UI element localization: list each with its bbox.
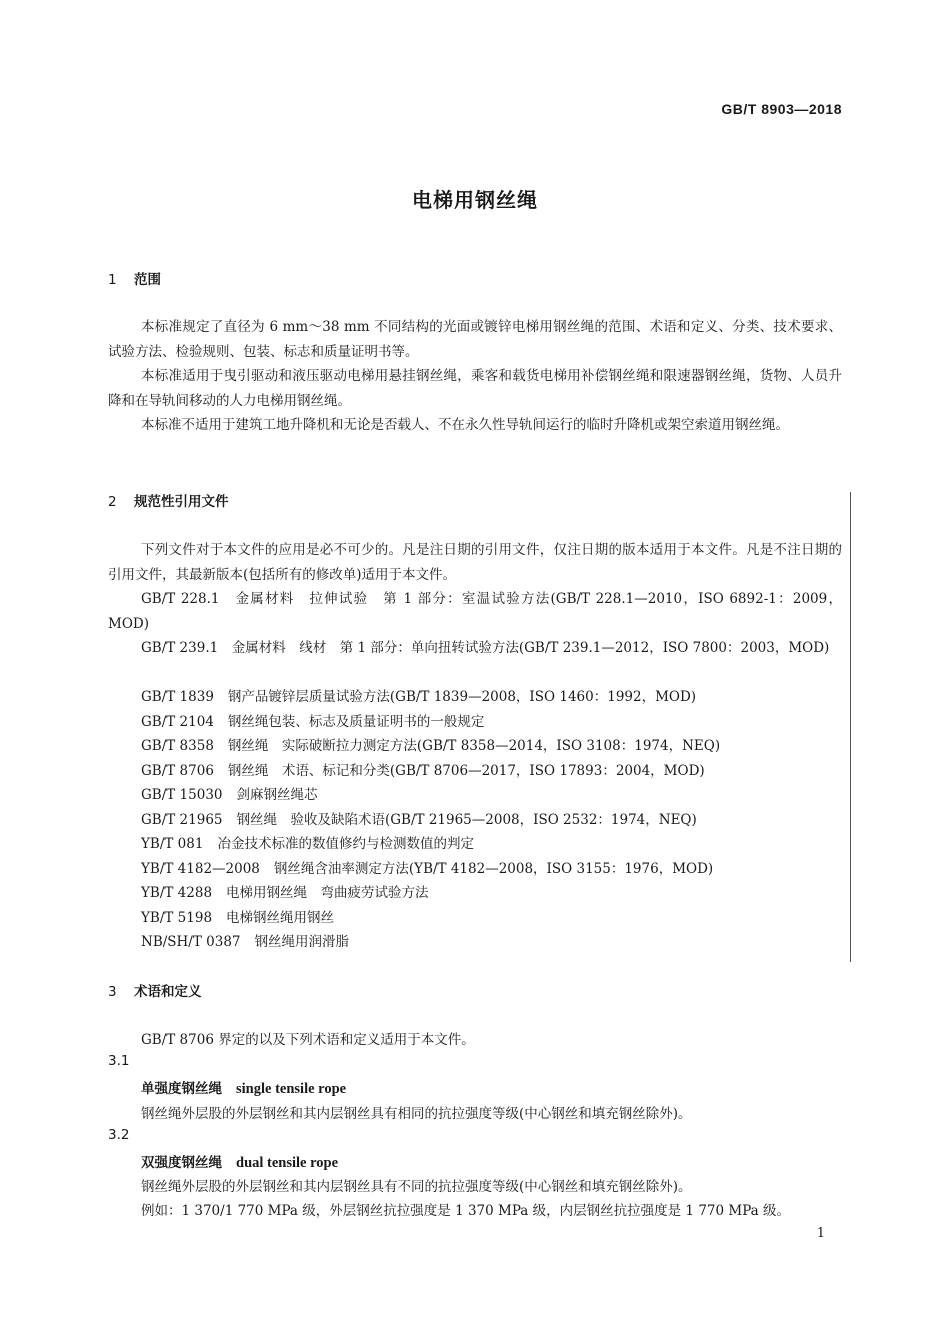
term-english: single tensile rope [236, 1081, 347, 1097]
reference-code: GB/T 1839 [141, 689, 214, 705]
page-number: 1 [816, 1226, 825, 1241]
reference-code: GB/T 8706 [141, 762, 214, 779]
reference-code: YB/T 4288 [141, 885, 213, 901]
reference-item [108, 587, 842, 636]
paragraph: 下列文件对于本文件的应用是必不可少的。凡是注日期的引用文件，仅注日期的版本适用于本文件。凡是不注日期的引用文件，其最新版本(包括所有的修改单)适用于本文件。 [108, 542, 842, 583]
reference-code: GB/T 228.1 [141, 591, 220, 607]
paragraph: 本标准不适用于建筑工地升降机和无论是否载人、不在永久性导轨间运行的临时升降机或架空索道用钢丝绳。 [141, 417, 789, 433]
reference-item [141, 783, 720, 808]
section-number: 2 [108, 494, 117, 510]
document-title: 电梯用钢丝绳 [412, 188, 538, 212]
reference-code: GB/T 8358 [141, 738, 214, 754]
reference-item [141, 906, 720, 931]
term-example: 例如：1 370/1 770 MPa 级，外层钢丝抗拉强度是 1 370 MPa 级，内层钢丝抗拉强度是 1 770 MPa 级。 [141, 1203, 791, 1219]
reference-title: 冶金技术标准的数值修约与检测数值的判定 [217, 836, 474, 852]
reference-item [141, 832, 720, 857]
reference-code: YB/T 081 [141, 836, 204, 852]
reference-list-wrapped [108, 587, 842, 661]
reference-title: 钢丝绳包装、标志及质量证明书的一般规定 [227, 713, 485, 730]
section-2-intro [108, 538, 842, 587]
reference-code: YB/T 4182—2008 [141, 860, 260, 877]
reference-code: GB/T 2104 [141, 713, 214, 730]
reference-code: YB/T 5198 [141, 909, 213, 926]
reference-code: NB/SH/T 0387 [141, 934, 241, 950]
section-number: 3 [108, 984, 117, 1000]
paragraph: 本标准规定了直径为 6 mm～38 mm 不同结构的光面或镀锌电梯用钢丝绳的范围、术语和定义、分类、技术要求、试验方法、检验规则、包装、标志和质量证明书等。 [108, 319, 842, 360]
reference-title: 钢丝绳含油率测定方法(YB/T 4182—2008，ISO 3155：1976，MOD) [273, 860, 714, 877]
section-2-heading [108, 490, 229, 510]
reference-item [141, 857, 720, 882]
term-definition: 钢丝绳外层股的外层钢丝和其内层钢丝具有相同的抗拉强度等级(中心钢丝和填充钢丝除外)。 [141, 1106, 692, 1122]
reference-title: 金属材料 线材 第 1 部分：单向扭转试验方法(GB/T 239.1—2012，ISO 7800：2003，MOD) [231, 640, 830, 656]
term-chinese: 单强度钢丝绳 [141, 1081, 222, 1097]
reference-title: 钢丝绳 验收及缺陷术语(GB/T 21965—2008，ISO 2532：1974，NEQ) [236, 811, 697, 828]
reference-title: 钢丝绳 术语、标记和分类(GB/T 8706—2017，ISO 17893：2004，MOD) [227, 762, 705, 779]
reference-item [141, 734, 720, 759]
reference-title: 钢产品镀锌层质量试验方法(GB/T 1839—2008，ISO 1460：1992，MOD) [227, 689, 697, 705]
term-number: 3.1 [108, 1053, 130, 1069]
standard-number: GB/T 8903—2018 [721, 101, 842, 117]
reference-item [141, 685, 720, 710]
reference-code: GB/T 239.1 [141, 640, 219, 656]
reference-title: 金属材料 拉伸试验 第 1 部分：室温试验方法(GB/T 228.1—2010，ISO 6892-1：2009，MOD) [108, 591, 842, 632]
reference-code: GB/T 21965 [141, 811, 223, 828]
reference-title: 电梯钢丝绳用钢丝 [226, 909, 335, 926]
reference-list [141, 685, 720, 955]
section-1-heading [108, 268, 161, 288]
reference-item [141, 881, 720, 906]
section-1-body [108, 315, 842, 438]
term-heading [141, 1077, 346, 1098]
reference-item [141, 710, 720, 735]
term-number: 3.2 [108, 1127, 130, 1143]
section-title: 术语和定义 [134, 984, 202, 1000]
term-chinese: 双强度钢丝绳 [141, 1155, 222, 1171]
reference-title: 钢丝绳 实际破断拉力测定方法(GB/T 8358—2014，ISO 3108：1974，NEQ) [227, 738, 721, 754]
reference-title: 剑麻钢丝绳芯 [236, 787, 318, 803]
term-definition: 钢丝绳外层股的外层钢丝和其内层钢丝具有不同的抗拉强度等级(中心钢丝和填充钢丝除外)。 [141, 1179, 692, 1195]
reference-code: GB/T 15030 [141, 787, 223, 803]
section-title: 规范性引用文件 [134, 494, 229, 510]
term-heading [141, 1151, 338, 1172]
reference-item [141, 759, 720, 784]
section-3-intro: GB/T 8706 界定的以及下列术语和定义适用于本文件。 [141, 1032, 475, 1048]
term-english: dual tensile rope [236, 1155, 339, 1171]
paragraph: 本标准适用于曳引驱动和液压驱动电梯用悬挂钢丝绳，乘客和载货电梯用补偿钢丝绳和限速器钢丝绳，货物、人员升降和在导轨间移动的人力电梯用钢丝绳。 [108, 368, 842, 409]
margin-change-bar [850, 492, 851, 962]
reference-title: 钢丝绳用润滑脂 [254, 934, 350, 950]
reference-item [108, 636, 842, 661]
reference-title: 电梯用钢丝绳 弯曲疲劳试验方法 [226, 885, 429, 901]
reference-item [141, 930, 720, 955]
section-3-heading [108, 980, 202, 1000]
section-number: 1 [108, 272, 117, 288]
section-title: 范围 [134, 272, 161, 288]
reference-item [141, 808, 720, 833]
